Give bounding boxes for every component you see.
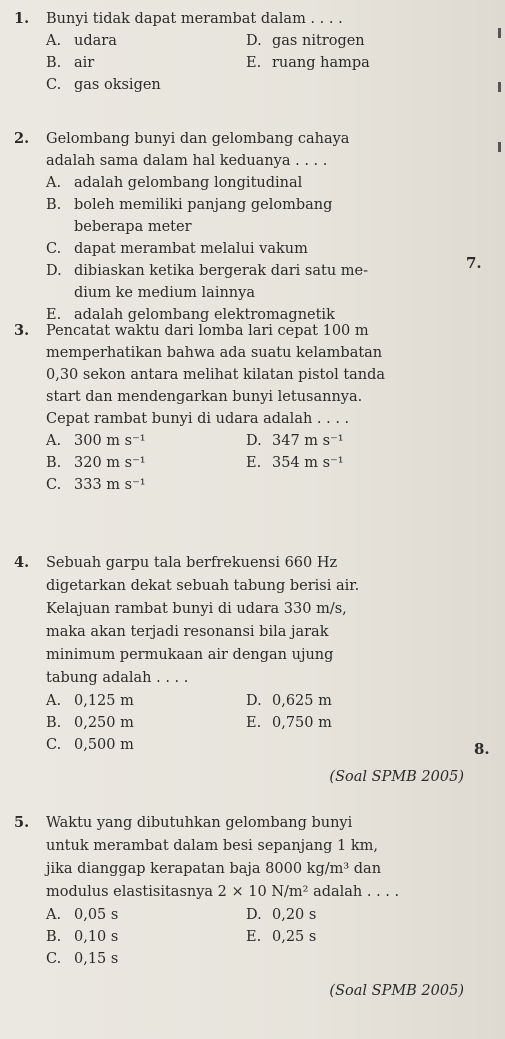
- option-label: E.: [246, 715, 262, 731]
- adjacent-question-number: 8.: [474, 740, 490, 758]
- question-number: 5.: [14, 814, 30, 831]
- option-text: 0,05 s: [74, 907, 119, 923]
- option-row: [46, 260, 464, 282]
- question-stem-line: Gelombang bunyi dan gelombang cahaya: [46, 131, 350, 147]
- option-label: C.: [46, 77, 62, 93]
- option-text: 354 m s⁻¹: [272, 455, 344, 471]
- question-stem-line: Cepat rambat bunyi di udara adalah . . . .: [46, 411, 350, 427]
- question-stem-line: tabung adalah . . . .: [46, 670, 189, 686]
- question-stem: Bunyi tidak dapat merambat dalam . . . .: [46, 11, 343, 27]
- option-text: dapat merambat melalui vakum: [74, 241, 308, 257]
- option-text: dibiaskan ketika bergerak dari satu me-: [74, 263, 369, 279]
- option-text: 0,125 m: [74, 693, 134, 709]
- source-citation: (Soal SPMB 2005): [329, 983, 464, 999]
- edge-fragment: [498, 82, 501, 92]
- option-label: B.: [46, 55, 62, 71]
- option-label: A.: [46, 907, 62, 923]
- question-number: 4.: [14, 554, 30, 571]
- question-2: [14, 128, 464, 326]
- option-text: 333 m s⁻¹: [74, 477, 146, 493]
- adjacent-question-number: 7.: [466, 254, 482, 272]
- question-stem-line: memperhatikan bahwa ada suatu kelambatan: [46, 345, 383, 361]
- option-text: 0,750 m: [272, 715, 332, 731]
- option-label: E.: [246, 455, 262, 471]
- option-text-cont: beberapa meter: [74, 219, 192, 235]
- option-label: C.: [46, 951, 62, 967]
- option-label: D.: [246, 907, 262, 923]
- option-row: [46, 74, 464, 96]
- option-text: adalah gelombang elektromagnetik: [74, 307, 335, 323]
- option-label: C.: [46, 477, 62, 493]
- question-number: 1.: [14, 10, 30, 27]
- option-label: A.: [46, 433, 62, 449]
- option-label: B.: [46, 929, 62, 945]
- option-label: E.: [246, 55, 262, 71]
- question-3: [14, 320, 464, 496]
- option-row: [46, 926, 464, 948]
- option-label: C.: [46, 241, 62, 257]
- option-text: 0,250 m: [74, 715, 134, 731]
- option-label: D.: [46, 263, 62, 279]
- option-label: B.: [46, 715, 62, 731]
- option-text: 320 m s⁻¹: [74, 455, 146, 471]
- option-row: [46, 430, 464, 452]
- option-text: adalah gelombang longitudinal: [74, 175, 303, 191]
- option-label: D.: [246, 693, 262, 709]
- option-row: [46, 172, 464, 194]
- question-stem-line: digetarkan dekat sebuah tabung berisi air.: [46, 578, 360, 594]
- question-stem-line: jika dianggap kerapatan baja 8000 kg/m³ dan: [46, 861, 382, 877]
- option-row: [46, 904, 464, 926]
- question-stem-line: start dan mendengarkan bunyi letusannya.: [46, 389, 363, 405]
- option-text: 0,500 m: [74, 737, 134, 753]
- option-text: air: [74, 55, 95, 71]
- edge-fragment: [498, 142, 501, 152]
- option-text: 0,15 s: [74, 951, 119, 967]
- option-text: 0,625 m: [272, 693, 332, 709]
- option-row: [46, 690, 464, 712]
- option-text: 300 m s⁻¹: [74, 433, 146, 449]
- option-label: D.: [246, 33, 262, 49]
- option-row: [46, 948, 464, 970]
- question-number: 2.: [14, 130, 30, 147]
- option-row: [46, 282, 464, 304]
- option-label: D.: [246, 433, 262, 449]
- option-text: udara: [74, 33, 117, 49]
- question-4: [14, 552, 464, 788]
- option-text: gas nitrogen: [272, 33, 365, 49]
- option-row: [46, 216, 464, 238]
- question-stem-line: modulus elastisitasnya 2 × 10 N/m² adalah . . . .: [46, 884, 400, 900]
- option-row: [46, 712, 464, 734]
- question-5: [14, 812, 464, 1002]
- option-text: 0,20 s: [272, 907, 317, 923]
- option-label: A.: [46, 693, 62, 709]
- question-stem-line: Waktu yang dibutuhkan gelombang bunyi: [46, 815, 353, 831]
- option-text: 347 m s⁻¹: [272, 433, 344, 449]
- edge-fragment: [498, 28, 501, 38]
- option-label: A.: [46, 33, 62, 49]
- option-row: [46, 474, 464, 496]
- option-text: ruang hampa: [272, 55, 370, 71]
- option-label: B.: [46, 197, 62, 213]
- option-label: B.: [46, 455, 62, 471]
- question-number: 3.: [14, 322, 30, 339]
- question-stem-line: Sebuah garpu tala berfrekuensi 660 Hz: [46, 555, 338, 571]
- question-stem-line: Pencatat waktu dari lomba lari cepat 100 m: [46, 323, 369, 339]
- option-label: C.: [46, 737, 62, 753]
- question-1: [14, 8, 464, 96]
- option-row: [46, 238, 464, 260]
- option-row: [46, 452, 464, 474]
- option-text: gas oksigen: [74, 77, 161, 93]
- question-stem-line: minimum permukaan air dengan ujung: [46, 647, 334, 663]
- question-stem-line: untuk merambat dalam besi sepanjang 1 km,: [46, 838, 379, 854]
- option-row: [46, 194, 464, 216]
- option-text: 0,25 s: [272, 929, 317, 945]
- question-stem-line: 0,30 sekon antara melihat kilatan pistol tanda: [46, 367, 386, 383]
- option-text: boleh memiliki panjang gelombang: [74, 197, 333, 213]
- option-row: [46, 734, 464, 756]
- option-row: [46, 30, 464, 52]
- option-text: 0,10 s: [74, 929, 119, 945]
- option-label: E.: [46, 307, 62, 323]
- option-text-cont: dium ke medium lainnya: [74, 285, 255, 301]
- option-label: E.: [246, 929, 262, 945]
- source-citation: (Soal SPMB 2005): [329, 769, 464, 785]
- option-row: [46, 52, 464, 74]
- question-stem-line: Kelajuan rambat bunyi di udara 330 m/s,: [46, 601, 347, 617]
- option-label: A.: [46, 175, 62, 191]
- question-stem-line: adalah sama dalam hal keduanya . . . .: [46, 153, 328, 169]
- question-stem-line: maka akan terjadi resonansi bila jarak: [46, 624, 329, 640]
